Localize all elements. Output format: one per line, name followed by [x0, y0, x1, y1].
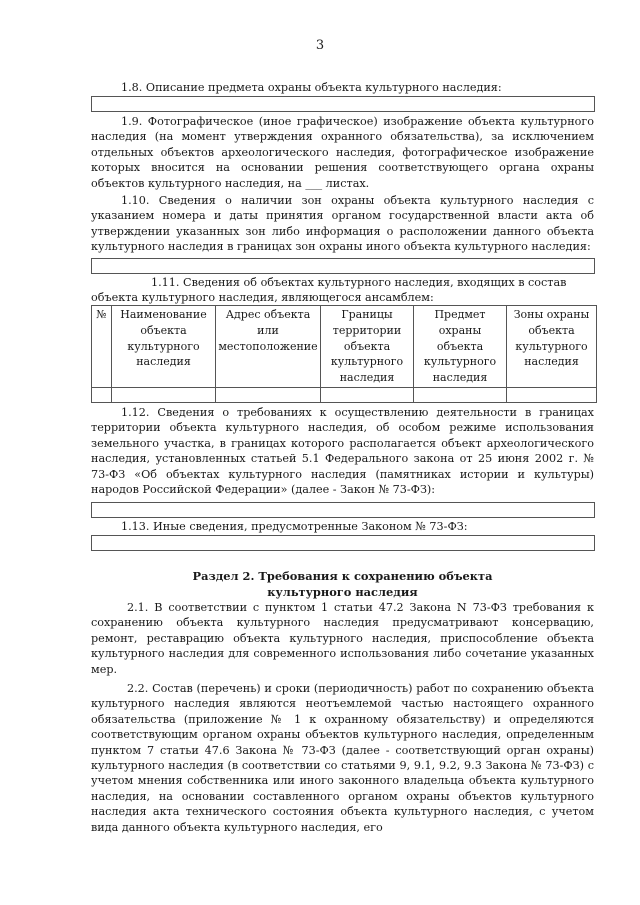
item-1-8: 1.8. Описание предмета охраны объекта культурного наследия:	[121, 81, 502, 94]
table-cell	[216, 387, 321, 402]
section-2-title-line1: Раздел 2. Требования к сохранению объекта	[192, 569, 493, 583]
ensemble-table	[91, 305, 597, 403]
item-1-10: 1.10. Сведения о наличии зон охраны объекта культурного наследия с указанием номера и даты принятия органом государственной власти акта об утверждении указанных зон либо информация о расположении данного объекта культурного наследия в границах зон охраны иного объекта культурного наследия:	[91, 194, 594, 254]
fill-field-1-12	[91, 502, 595, 518]
table-header-row	[92, 306, 597, 388]
item-2-2: 2.2. Состав (перечень) и сроки (периодичность) работ по сохранению объекта культурного наследия являются неотъемлемой частью настоящего охранного обязательства (приложение № 1 к охранному обязательству) и определяются соответствующим органом охраны объектов культурного наследия, определенным пунктом 7 статьи 47.6 Закона № 73-ФЗ (далее - соответствующий орган охраны) культурного наследия (в соответствии со статьями 9, 9.1, 9.2, 9.3 Закона № 73-ФЗ) с учетом мнения собственника или иного законного владельца объекта культурного наследия, на основании составленного органом охраны объектов культурного наследия акта технического состояния объекта культурного наследия, с учетом вида данного объекта культурного наследия, его	[91, 682, 594, 834]
fill-field-1-10	[91, 258, 595, 274]
header-zones: Зоны охраны объекта культурного наследия	[507, 306, 597, 388]
table-cell	[507, 387, 597, 402]
table-cell	[112, 387, 216, 402]
item-1-13: 1.13. Иные сведения, предусмотренные Законом № 73-ФЗ:	[121, 520, 468, 533]
header-number: №	[92, 306, 112, 388]
table-cell	[321, 387, 414, 402]
table-row	[92, 387, 597, 402]
table-cell	[92, 387, 112, 402]
fill-field-1-13	[91, 535, 595, 551]
header-boundaries: Границы территории объекта культурного наследия	[321, 306, 414, 388]
header-subject: Предмет охраны объекта культурного наследия	[414, 306, 507, 388]
item-1-11-line2: объекта культурного наследия, являющегося ансамблем:	[91, 291, 434, 305]
table-cell	[414, 387, 507, 402]
fill-field-1-8	[91, 96, 595, 112]
item-1-12: 1.12. Сведения о требованиях к осуществлению деятельности в границах территории объекта культурного наследия, об особом режиме использования земельного участка, в границах которого располагается объект археологического наследия, установленных статьей 5.1 Федерального закона от 25 июня 2002 г. № 73-ФЗ «Об объектах культурного наследия (памятниках истории и культуры) народов Российской Федерации» (далее - Закон № 73-ФЗ):	[91, 406, 594, 497]
item-1-9: 1.9. Фотографическое (иное графическое) изображение объекта культурного наследия (на момент утверждения охранного обязательства), за исключением отдельных объектов археологического наследия, фотографическое изображение которых вносится на основании решения соответствующего органа охраны объектов культурного наследия, на ___ листах.	[91, 115, 594, 190]
item-2-1: 2.1. В соответствии с пунктом 1 статьи 47.2 Закона N 73-ФЗ требования к сохранению объекта культурного наследия предусматривают консервацию, ремонт, реставрацию объекта культурного наследия, приспособление объекта культурного наследия для современного использования либо сочетание указанных мер.	[91, 601, 594, 676]
header-address: Адрес объекта или местоположение	[216, 306, 321, 388]
page-number: 3	[315, 38, 325, 53]
header-name: Наименование объекта культурного наследия	[112, 306, 216, 388]
item-1-11-line1: 1.11. Сведения об объектах культурного наследия, входящих в состав	[151, 276, 567, 289]
section-2-title-line2: культурного наследия	[267, 585, 418, 599]
item-1-11	[91, 275, 594, 306]
